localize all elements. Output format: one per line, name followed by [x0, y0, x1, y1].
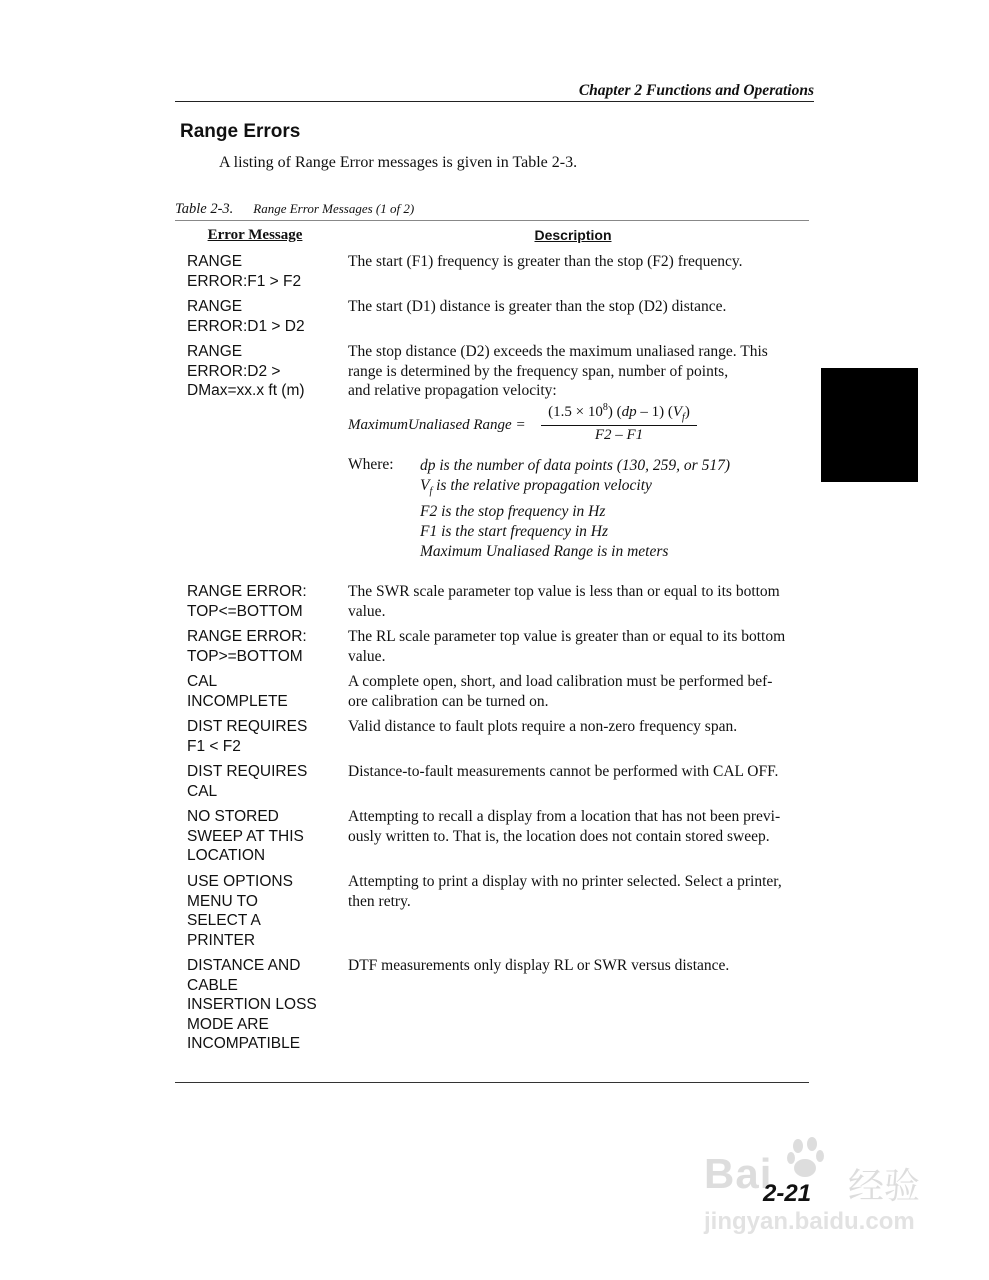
watermark-brand: Bai	[704, 1150, 773, 1197]
error-message-cell: RANGE ERROR:D1 > D2	[187, 298, 305, 335]
error-message-cell: RANGE ERROR:F1 > F2	[187, 253, 302, 290]
where-item: F2 is the stop frequency in Hz	[420, 503, 606, 521]
table-caption-label: Table 2-3.	[175, 201, 234, 217]
chapter-header: Chapter 2 Functions and Operations	[578, 82, 814, 99]
description-cell: The start (F1) frequency is greater than the stop (F2) frequency.	[348, 253, 743, 270]
caption-rule	[175, 220, 809, 221]
paw-icon	[786, 1136, 830, 1180]
fraction-bar	[541, 425, 697, 426]
column-header-error: Error Message	[207, 227, 303, 243]
header-rule	[175, 101, 814, 102]
error-message-cell: NO STORED SWEEP AT THIS LOCATION	[187, 808, 304, 864]
error-message-cell: DIST REQUIRES F1 < F2	[187, 718, 308, 755]
section-intro: A listing of Range Error messages is given in Table 2-3.	[219, 154, 578, 171]
watermark-cn: 经验	[848, 1166, 921, 1207]
column-header-description: Description	[534, 227, 612, 243]
formula-lhs: MaximumUnaliased Range =	[348, 417, 526, 433]
error-message-cell: RANGE ERROR: TOP>=BOTTOM	[187, 628, 307, 665]
watermark-url: jingyan.baidu.com	[704, 1208, 915, 1235]
where-item: $V_f$ is the relative propagation velocity	[420, 477, 652, 498]
where-item: Maximum Unaliased Range is in meters	[420, 543, 669, 561]
error-message-cell: RANGE ERROR:D2 > DMax=xx.x ft (m)	[187, 343, 305, 399]
error-message-cell: DIST REQUIRES CAL	[187, 763, 308, 800]
table-bottom-rule	[175, 1082, 809, 1083]
where-item: dp is the number of data points (130, 259, or 517)	[420, 457, 730, 474]
where-item: F1 is the start frequency in Hz	[420, 523, 608, 541]
max-unaliased-range-formula	[348, 402, 708, 448]
error-message-cell: USE OPTIONS MENU TO SELECT A PRINTER	[187, 873, 293, 949]
description-cell: DTF measurements only display RL or SWR versus distance.	[348, 957, 730, 974]
description-cell: A complete open, short, and load calibration must be performed bef- ore calibration can be turned on.	[348, 673, 773, 710]
watermark	[698, 1130, 938, 1240]
description-cell: Valid distance to fault plots require a non-zero frequency span.	[348, 718, 738, 735]
table-caption-title: Range Error Messages (1 of 2)	[253, 201, 415, 216]
description-cell: The start (D1) distance is greater than the stop (D2) distance.	[348, 298, 727, 315]
formula-numerator: $(1.5 \times 10^8)$ (dp – 1) $(V_f)$	[548, 402, 690, 423]
section-title: Range Errors	[180, 121, 301, 142]
error-message-cell: DISTANCE AND CABLE INSERTION LOSS MODE ARE INCOMPATIBLE	[187, 957, 317, 1052]
error-message-cell: RANGE ERROR: TOP<=BOTTOM	[187, 583, 307, 620]
where-definitions	[420, 456, 810, 562]
description-cell: The SWR scale parameter top value is less than or equal to its bottom value.	[348, 583, 780, 620]
formula-fraction	[541, 402, 697, 444]
description-cell: The stop distance (D2) exceeds the maximum unaliased range. This range is determined by the frequency span, number of points, and relative propagation velocity:	[348, 343, 768, 399]
formula-denominator: F2 – F1	[594, 427, 644, 443]
page-number: 2-21	[763, 1180, 812, 1207]
description-cell: The RL scale parameter top value is greater than or equal to its bottom value.	[348, 628, 786, 665]
description-cell: Attempting to print a display with no printer selected. Select a printer, then retry.	[348, 873, 782, 910]
description-cell: Attempting to recall a display from a location that has not been previ- ously written to. That is, the location does not contain stored sweep.	[348, 808, 781, 845]
table-caption	[175, 201, 414, 218]
where-label: Where:	[348, 456, 394, 473]
chapter-tab-marker	[821, 368, 918, 482]
description-cell: Distance-to-fault measurements cannot be performed with CAL OFF.	[348, 763, 779, 780]
error-message-cell: CAL INCOMPLETE	[187, 673, 288, 710]
